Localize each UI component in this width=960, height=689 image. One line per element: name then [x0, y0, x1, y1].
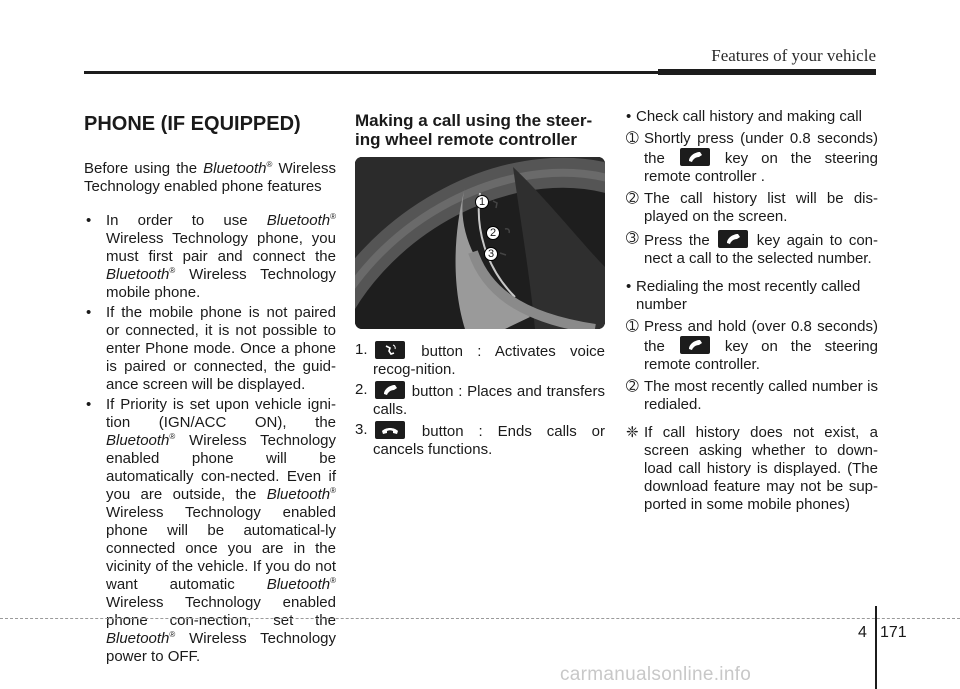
footer-divider [875, 606, 877, 689]
end-call-icon [375, 421, 405, 439]
list-item: 3. button : Ends calls or cancels functions. [355, 421, 605, 458]
header-title: Features of your vehicle [711, 46, 876, 65]
note: ❈ If call history does not exist, a screen asking whether to down-load call history is displayed. (The download feature may not be sup-ported in some mobile phones) [626, 424, 878, 513]
bullet-item: • If Priority is set upon vehicle igni-tion (IGN/ACC ON), the Bluetooth® Wireless Technology enabled phone will be automatically con-nected. Even if you are outside, the Bluetooth® Wireless Technology enabled phone will be automatical-ly connected once you are in the vicinity of the vehicle. If you do not want automatic Bluetooth® Wireless Technology enabled phone con-nection, set the Bluetooth® Wireless Technology power to OFF. [86, 396, 336, 665]
column-2 [355, 108, 605, 461]
column-1 [84, 108, 336, 668]
call-history-steps [626, 130, 878, 268]
list-item: ➁ The call history list will be dis-played on the screen. [626, 190, 878, 225]
bullet-item: • If the mobile phone is not paired or connected, it is not possible to enter Phone mode. Once a phone is paired or connected, the guid-ance screen will be displayed. [86, 304, 336, 393]
section-intro: • Redialing the most recently called number [626, 278, 861, 313]
button-list [355, 341, 605, 459]
voice-icon [375, 341, 405, 359]
redial-steps [626, 318, 878, 414]
watermark: carmanualsonline.info [560, 664, 752, 685]
callout-1: 1 [475, 195, 489, 209]
list-item: 2. button : Places and transfers calls. [355, 381, 605, 418]
page-number: 171 [880, 624, 907, 641]
call-icon [718, 230, 748, 248]
footer-rule [0, 618, 960, 619]
header-rule-accent [658, 69, 876, 75]
list-item: ➂ Press the key again to con-nect a call to the selected number. [626, 230, 878, 267]
list-item: ➀ Shortly press (under 0.8 seconds) the key on the steering remote controller . [626, 130, 878, 185]
column-3 [626, 108, 878, 514]
lead-paragraph: Before using the Bluetooth® Wireless Technology enabled phone features [84, 160, 336, 195]
steering-wheel-figure [355, 157, 605, 329]
call-icon [680, 148, 710, 166]
sub-title: Making a call using the steer-ing wheel remote controller [355, 111, 593, 149]
bullet-item: • In order to use Bluetooth® Wireless Technology phone, you must first pair and connect the Bluetooth® Wireless Technology mobile phone. [86, 212, 336, 301]
steering-wheel-illustration [355, 157, 605, 329]
list-item: ➀ Press and hold (over 0.8 seconds) the key on the steering remote controller. [626, 318, 878, 373]
bullet-list [84, 212, 336, 666]
chapter-number: 4 [858, 624, 867, 641]
call-icon [375, 381, 405, 399]
list-item: ➁ The most recently called number is redialed. [626, 378, 878, 413]
section-intro: • Check call history and making call [626, 108, 862, 125]
call-icon [680, 336, 710, 354]
section-title: PHONE (IF EQUIPPED) [84, 113, 301, 135]
list-item: 1. button : Activates voice recog-nition. [355, 341, 605, 378]
callout-2: 2 [486, 226, 500, 240]
callout-3: 3 [484, 247, 498, 261]
